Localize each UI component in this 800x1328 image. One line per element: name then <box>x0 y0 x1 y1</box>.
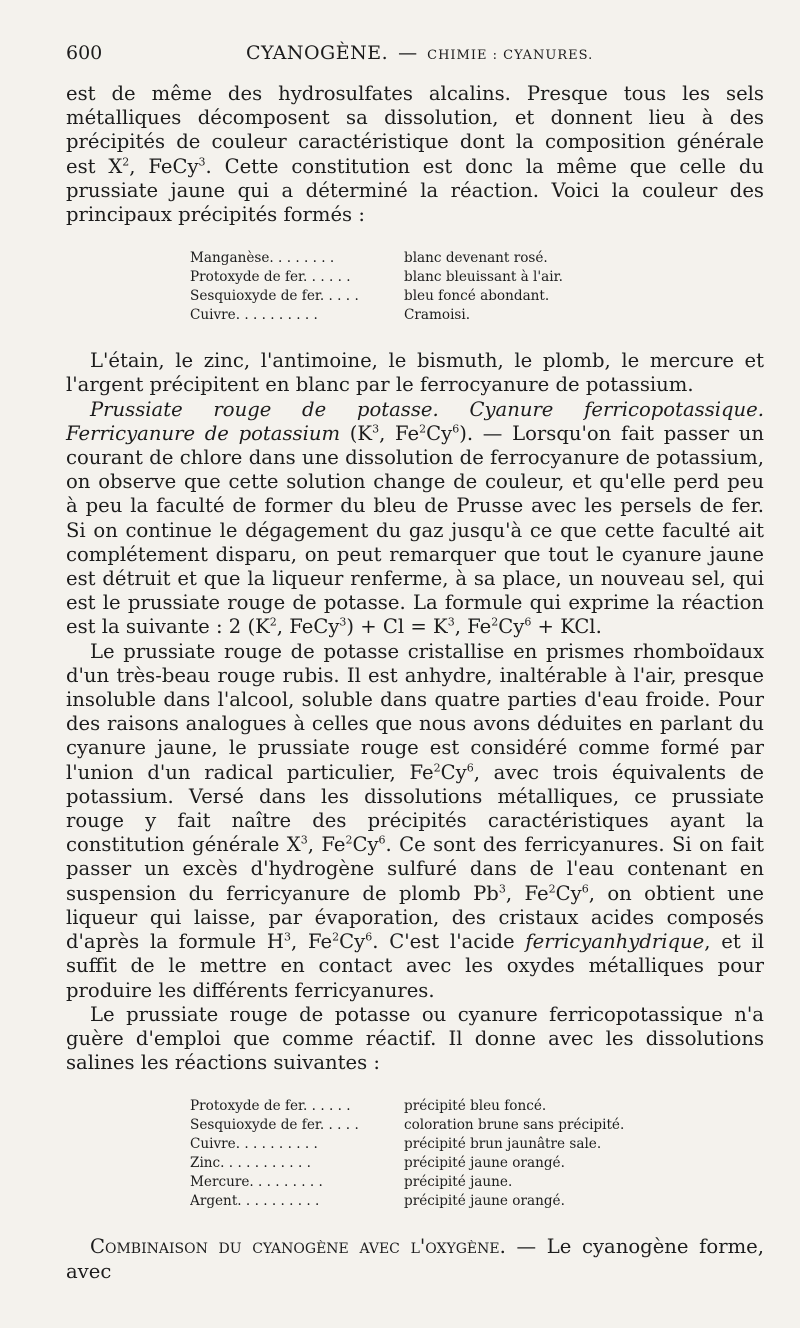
section-heading: Combinaison du cyanogène avec l'oxygène. <box>90 1235 506 1259</box>
paragraph-5: Le prussiate rouge de potasse ou cyanure ferricopotassique n'a guère d'emploi que comme réactif. Il donne avec les dissolutions salines les réactions suivantes : <box>66 1002 764 1075</box>
paragraph-3: Prussiate rouge de potasse. Cyanure ferricopotassique. Ferricyanure de potassium ($K^3$, Fe$^2$Cy$^6$). — Lorsqu'on fait passer un courant de chlore dans une dissolution de ferrocyanure de potassium, on observe que cette solution change de couleur, et qu'elle perd peu à peu la faculté de former du bleu de Prusse avec les persels de fer. Si on continue le dégagement du gaz jusqu'à ce que cette faculté ait complétement disparu, on peut remarquer que tout le cyanure jaune est détruit et que la liqueur renferme, à sa place, un nouveau sel, qui est le prussiate rouge de potasse. La formule qui exprime la réaction est la suivante : 2 ($K^2$, FeCy$^3$) + $Cl = K^3$, $Fe^2Cy^6$ + KCl. <box>66 397 765 639</box>
precipitate-table-2 <box>190 1097 764 1211</box>
page-number: 600 <box>66 42 103 64</box>
running-header <box>66 42 764 72</box>
table-row: Argent. . . . . . . . . . précipité jaune orangé. <box>190 1193 565 1210</box>
paragraph-1: est de même des hydrosulfates alcalins. Presque tous les sels métalliques décomposent sa dissolution, et donnent lieu à des précipités de couleur caractéristique dont la composition générale est $X^2$, FeCy$^3$. Cette constitution est donc la même que celle du prussiate jaune qui a déterminé la réaction. Voici la couleur des principaux précipités formés : <box>66 82 765 227</box>
table-row: Cuivre. . . . . . . . . . précipité brun jaunâtre sale. <box>190 1136 602 1153</box>
paragraph-6: Combinaison du cyanogène avec l'oxygène. — Le cyanogène forme, avec <box>66 1235 764 1283</box>
table-row: Sesquioxyde de fer. . . . . coloration brune sans précipité. <box>190 1117 625 1134</box>
table-row: Manganèse. . . . . . . . blanc devenant rosé. <box>190 250 548 267</box>
header-title: CYANOGÈNE. <box>246 42 389 64</box>
paragraph-4: Le prussiate rouge de potasse cristallise en prismes rhomboïdaux d'un très-beau rouge rubis. Il est anhydre, inaltérable à l'air, presque insoluble dans l'alcool, soluble dans quatre parties d'eau froide. Pour des raisons analogues à celles que nous avons déduites en parlant du cyanure jaune, le prussiate rouge est considéré comme formé par l'union d'un radical particulier, Fe$^2$Cy$^6$, avec trois équivalents de potassium. Versé dans les dissolutions métalliques, ce prussiate rouge y fait naître des précipités caractéristiques ayant la constitution générale $X^3$, Fe$^2$Cy$^6$. Ce sont des ferricyanures. Si on fait passer un excès d'hydrogène sulfuré dans de l'eau contenant en suspension du ferricyanure de plomb Pb$^3$, Fe$^2$Cy$^6$, on obtient une liqueur qui laisse, par évaporation, des cristaux acides composés d'après la formule $H^3$, Fe$^2$Cy$^6$. C'est l'acide ferricyanhydrique, et il suffit de le mettre en contact avec les oxydes métalliques pour produire les différents ferricyanures. <box>66 639 765 1002</box>
table-row: Zinc. . . . . . . . . . . précipité jaune orangé. <box>190 1155 565 1172</box>
table-row: Protoxyde de fer. . . . . . précipité bleu foncé. <box>190 1098 547 1115</box>
table-row: Protoxyde de fer. . . . . . blanc bleuissant à l'air. <box>190 269 563 286</box>
table-row: Cuivre. . . . . . . . . . Cramoisi. <box>190 307 471 324</box>
header-subtitle: CHIMIE : CYANURES. <box>427 48 594 63</box>
paragraph-2: L'étain, le zinc, l'antimoine, le bismuth, le plomb, le mercure et l'argent précipitent en blanc par le ferrocyanure de potassium. <box>66 349 764 397</box>
table-row: Mercure. . . . . . . . . précipité jaune. <box>190 1174 513 1191</box>
precipitate-table-1 <box>190 249 764 325</box>
table-row: Sesquioxyde de fer. . . . . bleu foncé abondant. <box>190 288 550 305</box>
header-dash: — <box>398 42 418 64</box>
